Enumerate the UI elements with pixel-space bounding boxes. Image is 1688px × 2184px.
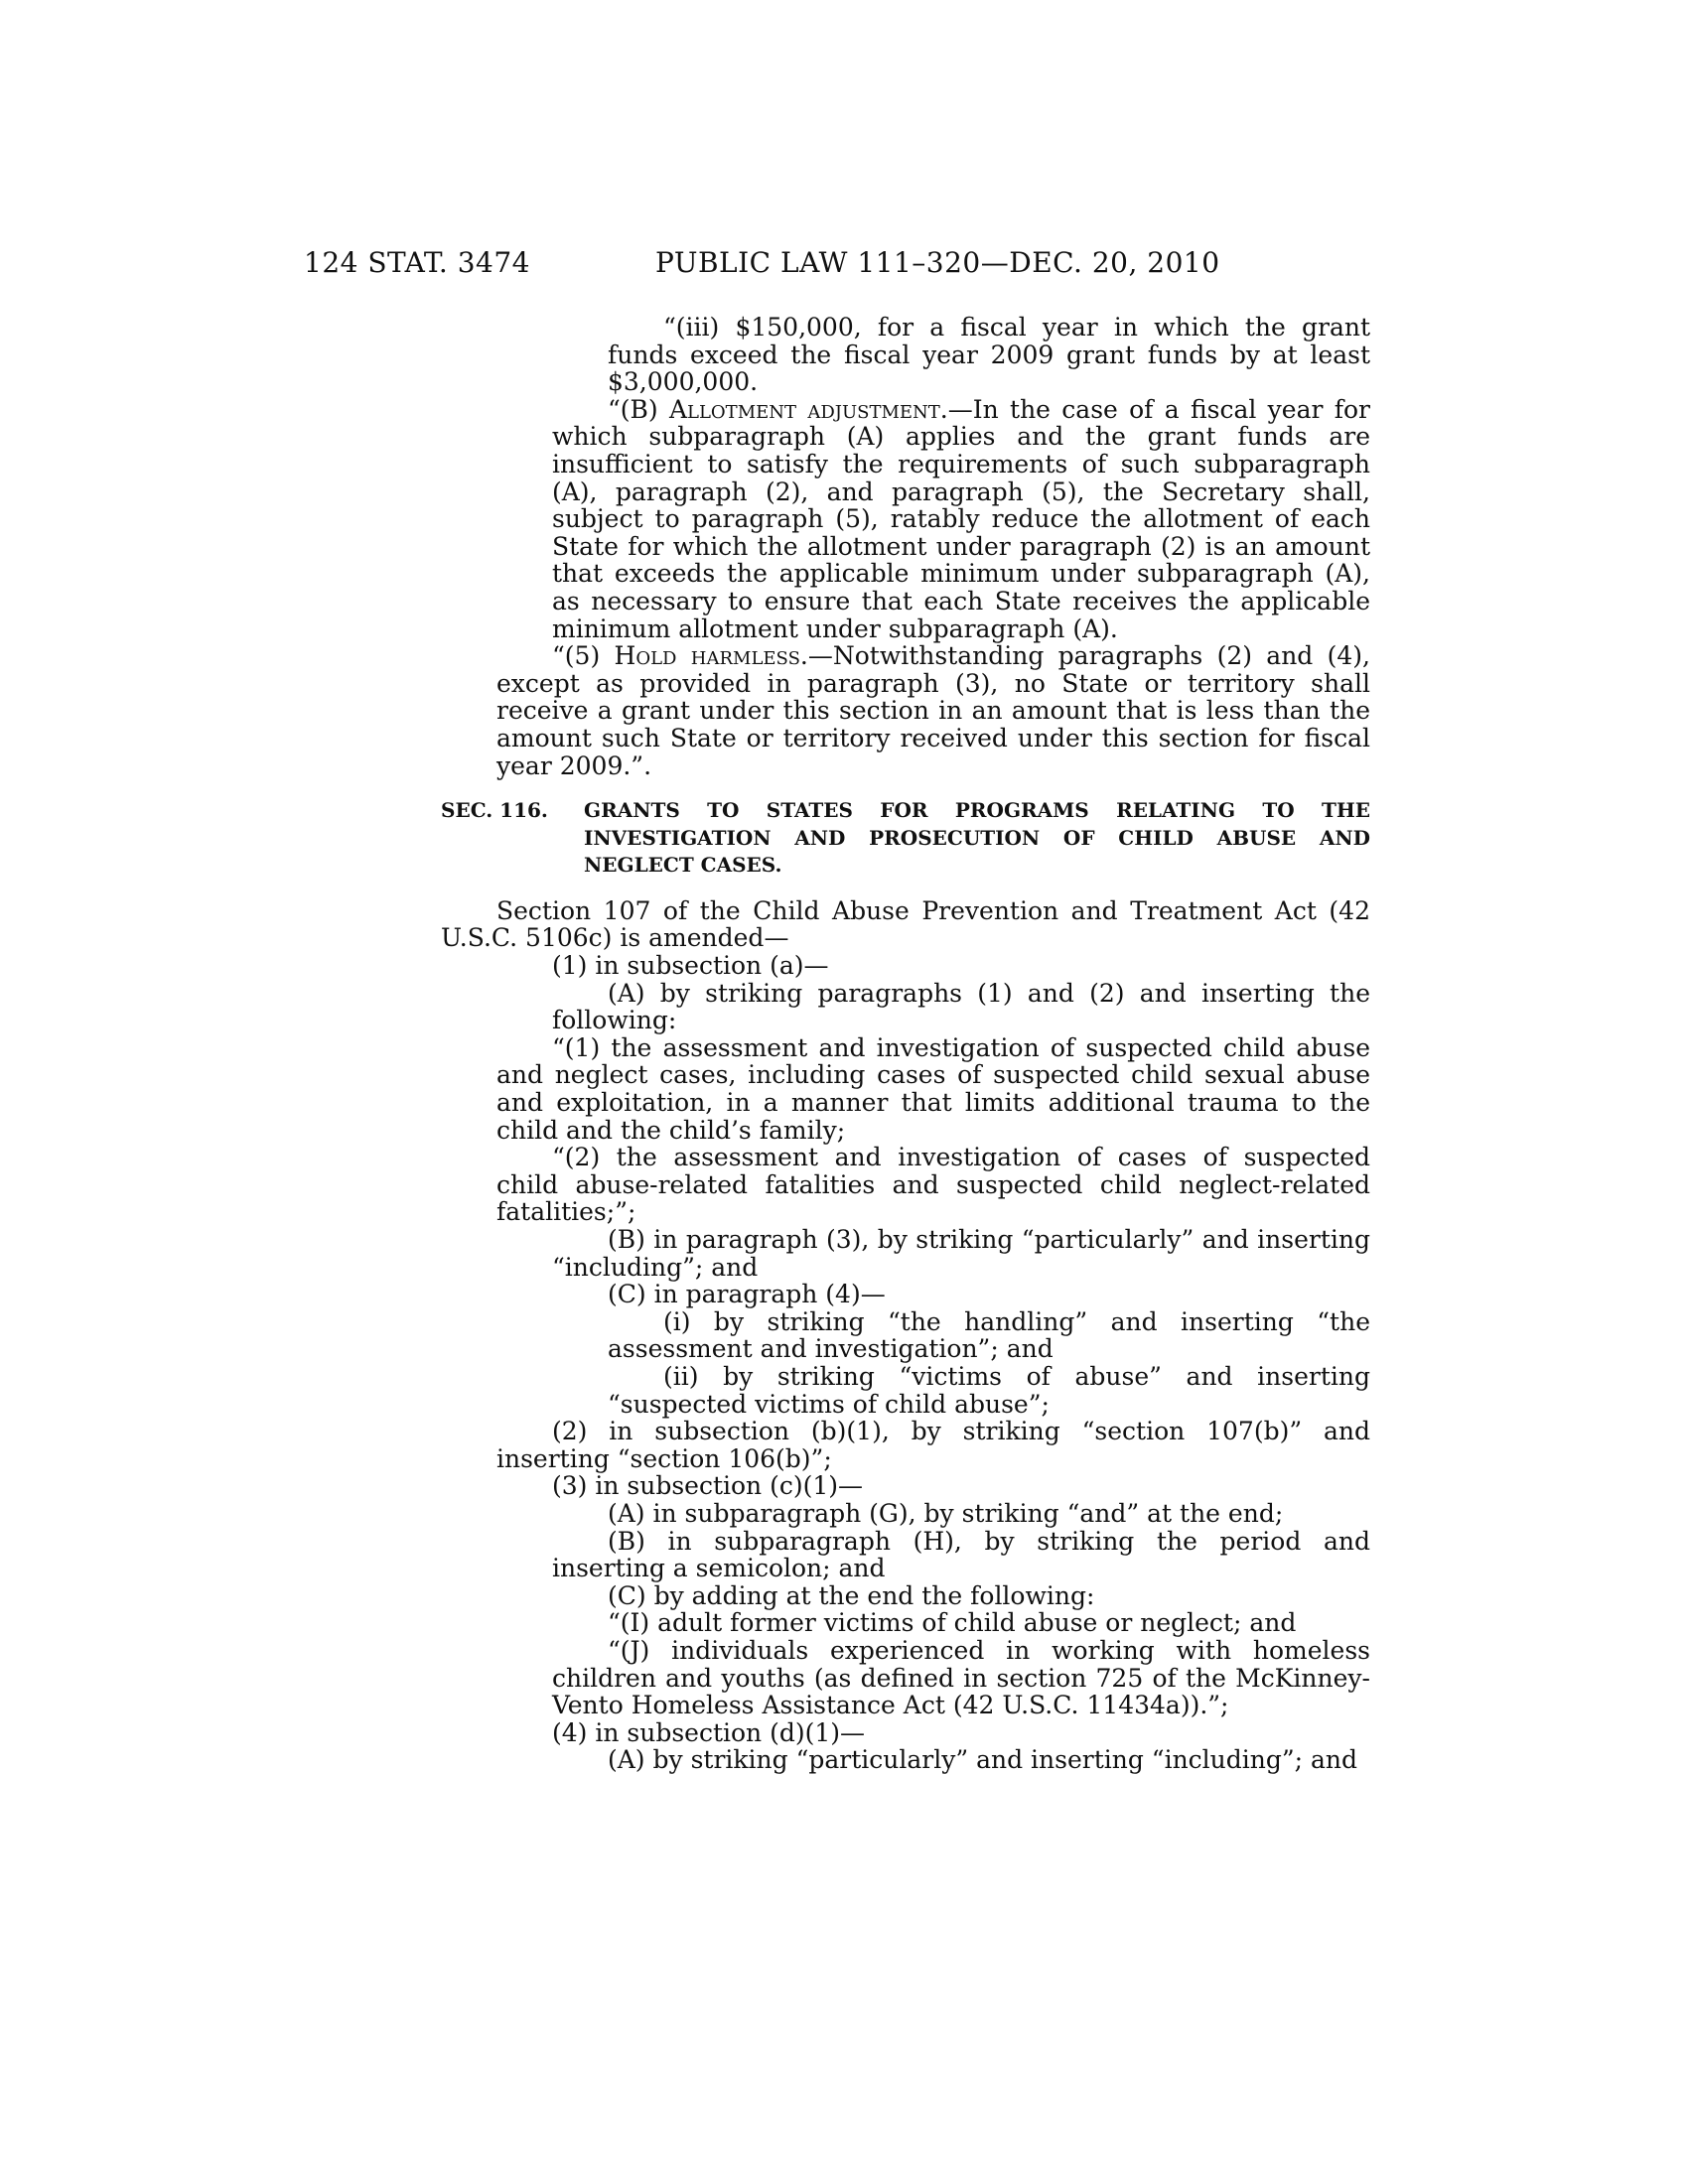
document-body <box>441 313 1370 1775</box>
item-3-b: (B) in subparagraph (H), by striking the period and inserting a semicolon; and <box>552 1526 1370 1583</box>
page-header <box>0 246 1688 286</box>
section-number: SEC. 116. <box>441 798 548 823</box>
item-2: (2) in subsection (b)(1), by striking “section 107(b)” and inserting “section 106(b)”; <box>496 1417 1370 1473</box>
item-1-b: (B) in paragraph (3), by striking “particularly” and inserting “including”; and <box>552 1225 1370 1282</box>
public-law-heading: PUBLIC LAW 111–320—DEC. 20, 2010 <box>655 246 1220 279</box>
quoted-subparagraph-i: “(I) adult former victims of child abuse or neglect; and <box>608 1608 1297 1638</box>
item-3: (3) in subsection (c)(1)— <box>552 1471 864 1501</box>
section-title: GRANTS TO STATES FOR PROGRAMS RELATING TO THE INVESTIGATION AND PROSECUTION OF CHILD ABUSE AND NEGLECT CASES. <box>584 798 1370 878</box>
section-intro: Section 107 of the Child Abuse Prevention and Treatment Act (42 U.S.C. 5106c) is amended— <box>441 895 1370 953</box>
paragraph-5 <box>496 642 1370 779</box>
item-1-c-ii: (ii) by striking “victims of abuse” and inserting “suspected victims of child abuse”; <box>608 1361 1370 1419</box>
subparagraph-b-heading: “(B) Allotment adjustment. <box>608 394 948 424</box>
subparagraph-b <box>496 396 1370 642</box>
item-1-c: (C) in paragraph (4)— <box>608 1280 886 1309</box>
subparagraph-b-text: —In the case of a fiscal year for which subparagraph (A) applies and the grant funds are insufficient to satisfy the requirements of such subparagraph (A), paragraph (2), and paragraph (5), the Secretary shall, subject to paragraph (5), ratably reduce the allotment of each State for which the allotment under paragraph (2) is an amount that exceeds the applicable minimum under subparagraph (A), as necessary to ensure that each State receives the applicable minimum allotment under subparagraph (A). <box>552 394 1370 643</box>
item-1: (1) in subsection (a)— <box>552 951 829 981</box>
quoted-paragraph-1: “(1) the assessment and investigation of suspected child abuse and neglect cases, including cases of suspected child sexual abuse and exploitation, in a manner that limits additional trauma to the child and the child’s family; <box>496 1032 1370 1145</box>
item-1-c-i: (i) by striking “the handling” and inserting “the assessment and investigation”; and <box>608 1306 1370 1364</box>
item-1-a: (A) by striking paragraphs (1) and (2) and inserting the following: <box>552 978 1370 1035</box>
item-3-a: (A) in subparagraph (G), by striking “and” at the end; <box>608 1498 1284 1528</box>
paragraph-5-text: —Notwithstanding paragraphs (2) and (4), except as provided in paragraph (3), no State or territory shall receive a grant under this section in an amount that is less than the amount such State or territory received under this section for fiscal year 2009.”. <box>496 641 1370 780</box>
item-3-c: (C) by adding at the end the following: <box>608 1580 1095 1610</box>
clause-iii: “(iii) $150,000, for a fiscal year in which the grant funds exceed the fiscal year 2009 grant funds by at least $3,000,000. <box>608 313 1370 397</box>
quoted-paragraph-2: “(2) the assessment and investigation of cases of suspected child abuse-related fatalities and suspected child neglect-related fatalities;”; <box>496 1143 1370 1227</box>
statute-page-number: 124 STAT. 3474 <box>304 246 530 279</box>
item-4-a: (A) by striking “particularly” and inserting “including”; and <box>608 1745 1358 1775</box>
section-heading <box>441 797 1370 880</box>
item-4: (4) in subsection (d)(1)— <box>552 1717 866 1747</box>
paragraph-5-heading: “(5) Hold harmless. <box>552 641 808 671</box>
quoted-subparagraph-j: “(J) individuals experienced in working with homeless children and youths (as defined in section 725 of the McKinney-Vento Homeless Assistance Act (42 U.S.C. 11434a)).”; <box>552 1635 1370 1720</box>
